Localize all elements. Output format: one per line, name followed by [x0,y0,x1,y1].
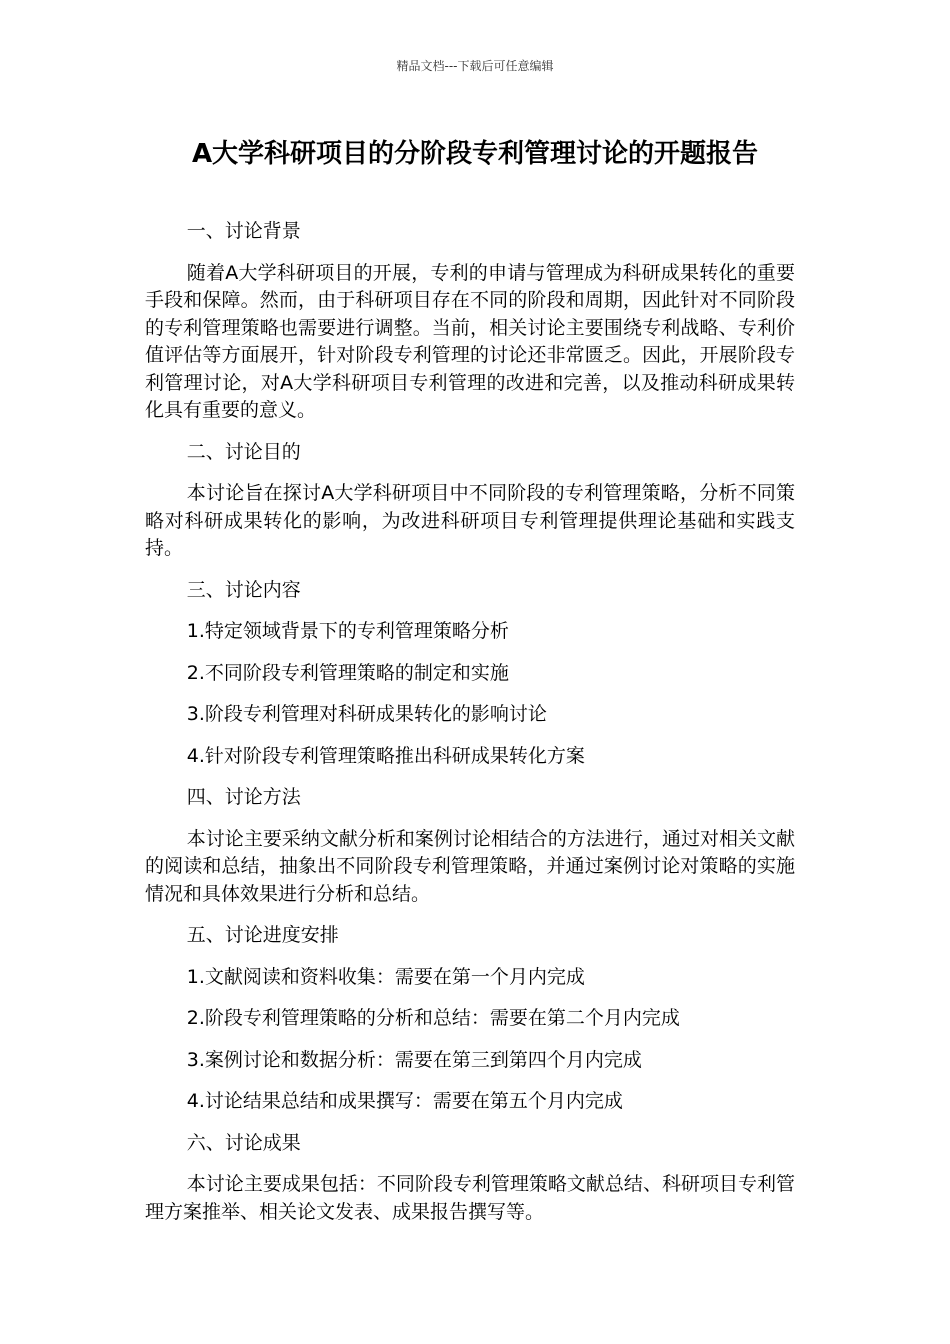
section-heading-purpose: 二、讨论目的 [186,440,301,463]
section-body-background: 随着A大学科研项目的开展，专利的申请与管理成为科研成果转化的重要手段和保障。然而，由于科研项目存在不同的阶段和周期，因此针对不同阶段的专利管理策略也需要进行调整。当前，相关讨论主要围绕专利战略、专利价值评估等方面展开，针对阶段专利管理的讨论还非常匮乏。因此，开展阶段专利管理讨论，对A大学科研项目专利管理的改进和完善，以及推动科研成果转化具有重要的意义。 [145,261,795,421]
document-body [145,218,795,1240]
list-item: 3.案例讨论和数据分析：需要在第三到第四个月内完成 [186,1048,642,1071]
list-item: 4.讨论结果总结和成果撰写：需要在第五个月内完成 [186,1090,623,1112]
section-heading-results: 六、讨论成果 [186,1131,301,1154]
header-note: 精品文档---下载后可任意编辑 [396,59,554,73]
list-item: 1.特定领域背景下的专利管理策略分析 [186,620,509,642]
section-heading-schedule: 五、讨论进度安排 [186,924,339,946]
list-item: 1.文献阅读和资料收集：需要在第一个月内完成 [186,965,585,988]
section-body-method: 本讨论主要采纳文献分析和案例讨论相结合的方法进行，通过对相关文献的阅读和总结，抽象出不同阶段专利管理策略，并通过案例讨论对策略的实施情况和具体效果进行分析和总结。 [145,827,795,905]
list-item: 3.阶段专利管理对科研成果转化的影响讨论 [186,703,547,725]
list-item: 2.不同阶段专利管理策略的制定和实施 [186,661,509,684]
list-item: 4.针对阶段专利管理策略推出科研成果转化方案 [186,744,585,767]
document-title: A大学科研项目的分阶段专利管理讨论的开题报告 [191,139,759,169]
section-heading-method: 四、讨论方法 [186,786,301,808]
section-heading-background: 一、讨论背景 [186,220,301,242]
section-body-results: 本讨论主要成果包括：不同阶段专利管理策略文献总结、科研项目专利管理方案推举、相关论文发表、成果报告撰写等。 [145,1173,795,1223]
list-item: 2.阶段专利管理策略的分析和总结：需要在第二个月内完成 [186,1007,680,1029]
section-heading-content: 三、讨论内容 [186,578,301,601]
section-body-purpose: 本讨论旨在探讨A大学科研项目中不同阶段的专利管理策略，分析不同策略对科研成果转化的影响，为改进科研项目专利管理提供理论基础和实践支持。 [145,482,795,559]
